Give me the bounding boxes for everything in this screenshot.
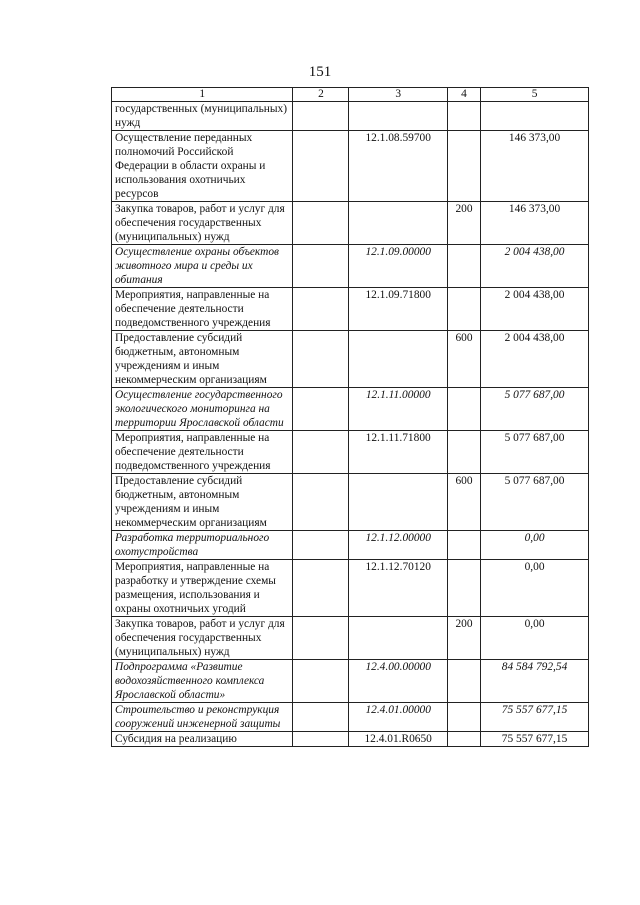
- table-row: [112, 560, 589, 617]
- table-row: [112, 660, 589, 703]
- page-number: 151: [308, 64, 332, 80]
- row-amount-cell: 84 584 792,54: [481, 660, 589, 703]
- row-name-cell: Осуществление переданных полномочий Российской Федерации в области охраны и использования охотничьих ресурсов: [112, 131, 293, 202]
- header-col-3: 3: [349, 88, 448, 102]
- row-type-cell: 600: [447, 331, 480, 388]
- row-col2-cell: [293, 531, 349, 560]
- row-name-cell: Осуществление охраны объектов животного мира и среды их обитания: [112, 245, 293, 288]
- table-row: [112, 331, 589, 388]
- row-col2-cell: [293, 703, 349, 732]
- row-name-cell: Мероприятия, направленные на обеспечение деятельности подведомственного учреждения: [112, 431, 293, 474]
- row-type-cell: [447, 660, 480, 703]
- table-body: [112, 102, 589, 747]
- row-type-cell: [447, 703, 480, 732]
- row-code-cell: [349, 331, 448, 388]
- header-col-2: 2: [293, 88, 349, 102]
- table-row: [112, 202, 589, 245]
- row-type-cell: [447, 531, 480, 560]
- table-row: [112, 732, 589, 747]
- row-amount-cell: 2 004 438,00: [481, 245, 589, 288]
- row-type-cell: 200: [447, 202, 480, 245]
- row-col2-cell: [293, 102, 349, 131]
- row-name-cell: Разработка территориального охотустройства: [112, 531, 293, 560]
- row-col2-cell: [293, 617, 349, 660]
- row-col2-cell: [293, 474, 349, 531]
- row-amount-cell: 146 373,00: [481, 202, 589, 245]
- row-type-cell: 200: [447, 617, 480, 660]
- row-name-cell: Мероприятия, направленные на обеспечение деятельности подведомственного учреждения: [112, 288, 293, 331]
- row-col2-cell: [293, 131, 349, 202]
- table-row: [112, 245, 589, 288]
- table-row: [112, 474, 589, 531]
- row-col2-cell: [293, 660, 349, 703]
- row-type-cell: 600: [447, 474, 480, 531]
- row-name-cell: Строительство и реконструкция сооружений инженерной защиты: [112, 703, 293, 732]
- row-type-cell: [447, 131, 480, 202]
- header-col-4: 4: [447, 88, 480, 102]
- row-code-cell: 12.1.11.71800: [349, 431, 448, 474]
- row-code-cell: 12.1.11.00000: [349, 388, 448, 431]
- table-row: [112, 388, 589, 431]
- row-col2-cell: [293, 331, 349, 388]
- row-type-cell: [447, 388, 480, 431]
- row-code-cell: 12.4.00.00000: [349, 660, 448, 703]
- row-name-cell: государственных (муниципальных) нужд: [112, 102, 293, 131]
- header-row: [112, 88, 589, 102]
- row-col2-cell: [293, 202, 349, 245]
- row-code-cell: 12.4.01.00000: [349, 703, 448, 732]
- table-row: [112, 131, 589, 202]
- row-name-cell: Субсидия на реализацию: [112, 732, 293, 747]
- row-code-cell: 12.1.08.59700: [349, 131, 448, 202]
- row-code-cell: [349, 474, 448, 531]
- row-type-cell: [447, 245, 480, 288]
- row-col2-cell: [293, 245, 349, 288]
- header-col-5: 5: [481, 88, 589, 102]
- row-amount-cell: 0,00: [481, 531, 589, 560]
- row-amount-cell: 75 557 677,15: [481, 732, 589, 747]
- row-col2-cell: [293, 388, 349, 431]
- row-type-cell: [447, 288, 480, 331]
- row-name-cell: Предоставление субсидий бюджетным, автономным учреждениям и иным некоммерческим организациям: [112, 474, 293, 531]
- row-code-cell: [349, 202, 448, 245]
- row-type-cell: [447, 431, 480, 474]
- row-code-cell: [349, 102, 448, 131]
- row-name-cell: Мероприятия, направленные на разработку и утверждение схемы размещения, использования и охраны охотничьих угодий: [112, 560, 293, 617]
- row-name-cell: Закупка товаров, работ и услуг для обеспечения государственных (муниципальных) нужд: [112, 202, 293, 245]
- row-code-cell: [349, 617, 448, 660]
- table-row: [112, 102, 589, 131]
- row-amount-cell: 5 077 687,00: [481, 431, 589, 474]
- row-col2-cell: [293, 732, 349, 747]
- row-code-cell: 12.4.01.R0650: [349, 732, 448, 747]
- table-row: [112, 703, 589, 732]
- table-row: [112, 288, 589, 331]
- row-amount-cell: 2 004 438,00: [481, 331, 589, 388]
- row-name-cell: Осуществление государственного экологического мониторинга на территории Ярославской области: [112, 388, 293, 431]
- row-name-cell: Закупка товаров, работ и услуг для обеспечения государственных (муниципальных) нужд: [112, 617, 293, 660]
- row-name-cell: Подпрограмма «Развитие водохозяйственного комплекса Ярославской области»: [112, 660, 293, 703]
- row-col2-cell: [293, 431, 349, 474]
- row-col2-cell: [293, 560, 349, 617]
- row-type-cell: [447, 732, 480, 747]
- table-row: [112, 617, 589, 660]
- budget-table: [111, 87, 589, 747]
- table-row: [112, 431, 589, 474]
- row-amount-cell: [481, 102, 589, 131]
- row-amount-cell: 75 557 677,15: [481, 703, 589, 732]
- row-type-cell: [447, 102, 480, 131]
- row-code-cell: 12.1.09.71800: [349, 288, 448, 331]
- row-code-cell: 12.1.12.00000: [349, 531, 448, 560]
- row-code-cell: 12.1.12.70120: [349, 560, 448, 617]
- header-col-1: 1: [112, 88, 293, 102]
- row-amount-cell: 5 077 687,00: [481, 474, 589, 531]
- row-name-cell: Предоставление субсидий бюджетным, автономным учреждениям и иным некоммерческим организациям: [112, 331, 293, 388]
- table-row: [112, 531, 589, 560]
- row-amount-cell: 2 004 438,00: [481, 288, 589, 331]
- row-code-cell: 12.1.09.00000: [349, 245, 448, 288]
- row-amount-cell: 5 077 687,00: [481, 388, 589, 431]
- row-amount-cell: 0,00: [481, 617, 589, 660]
- row-amount-cell: 0,00: [481, 560, 589, 617]
- row-amount-cell: 146 373,00: [481, 131, 589, 202]
- row-col2-cell: [293, 288, 349, 331]
- row-type-cell: [447, 560, 480, 617]
